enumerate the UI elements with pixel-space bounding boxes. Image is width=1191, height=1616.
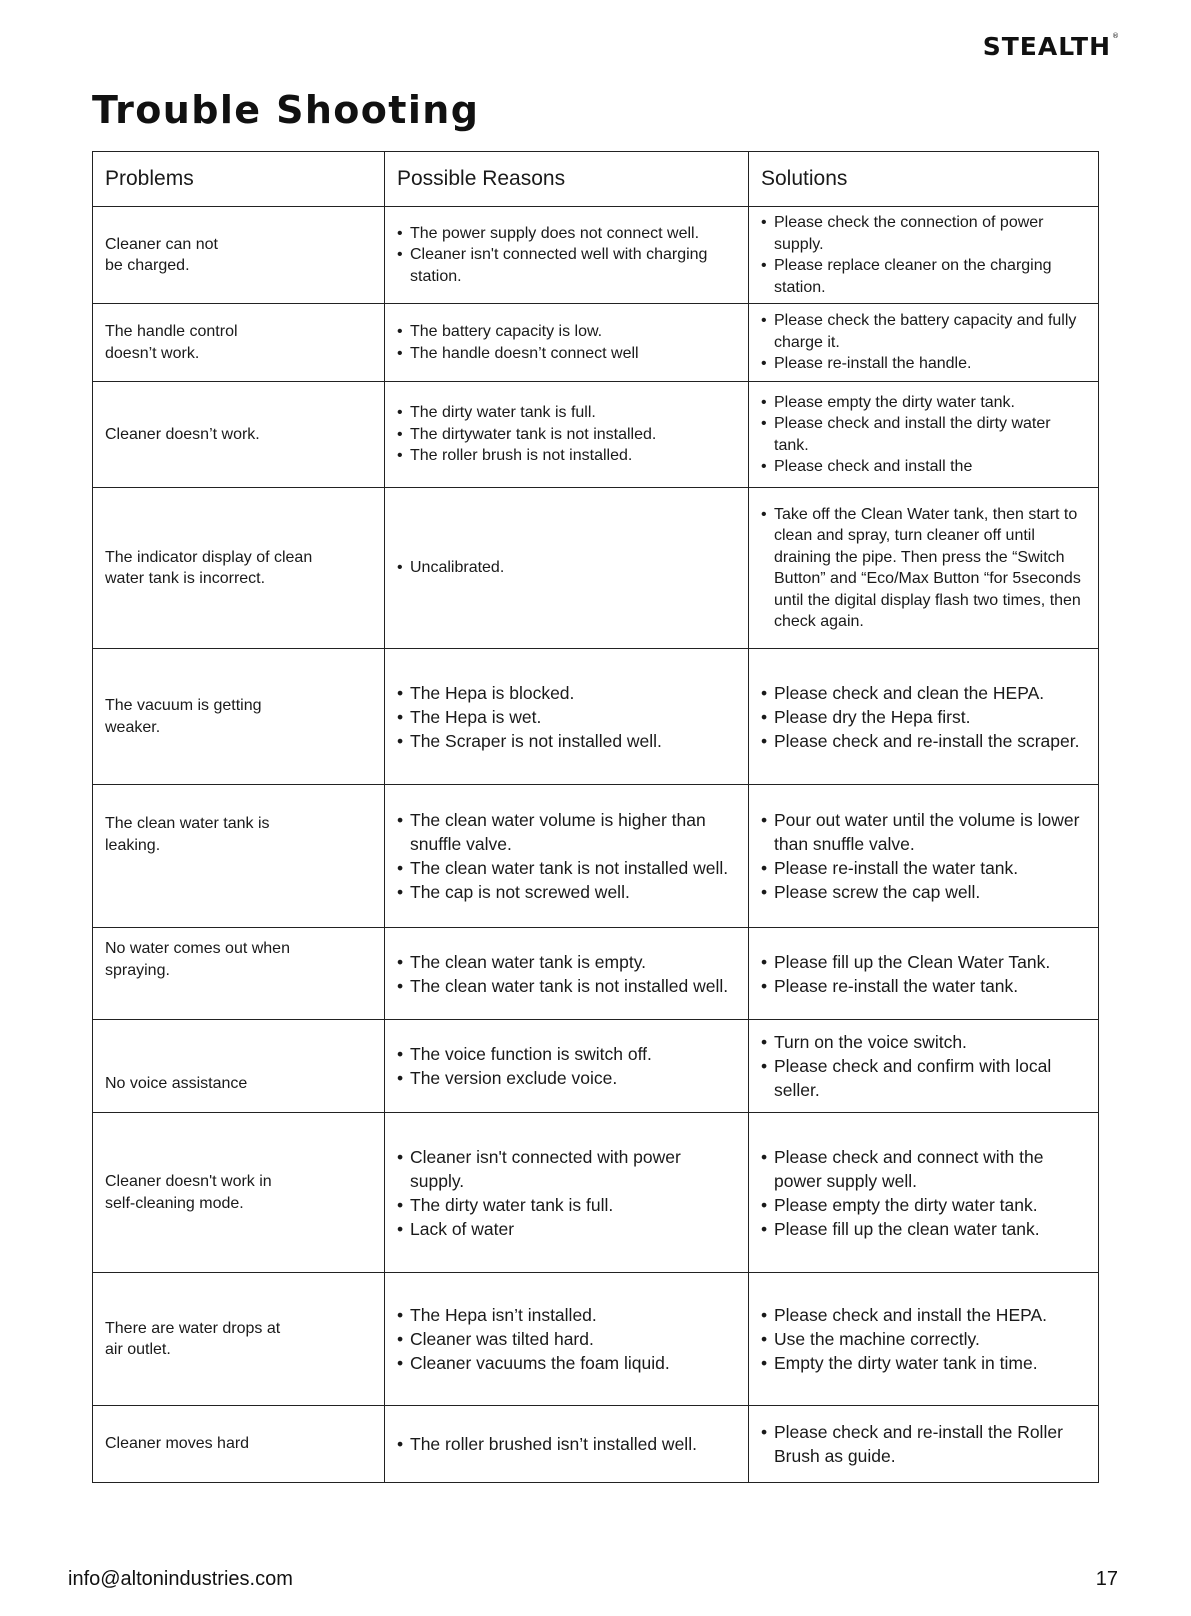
solution-item: • Empty the dirty water tank in time.: [761, 1351, 1088, 1375]
reasons-cell: [385, 928, 749, 1020]
reason-item: • The dirtywater tank is not installed.: [397, 424, 738, 446]
solution-item: • Please check and clean the HEPA.: [761, 681, 1088, 705]
solution-item: • Please check the connection of power supply.: [761, 212, 1088, 255]
table-row: [93, 488, 1099, 649]
solutions-cell: [749, 304, 1099, 382]
reasons-cell: [385, 1113, 749, 1273]
solution-item: • Please dry the Hepa first.: [761, 705, 1088, 729]
solution-item: • Please check and install the: [761, 456, 1088, 478]
reason-item: • The clean water tank is not installed well.: [397, 974, 738, 998]
reason-item: • The clean water tank is not installed well.: [397, 856, 738, 880]
reason-item: • The cap is not screwed well.: [397, 880, 738, 904]
reason-item: • The roller brushed isn’t installed well.: [397, 1432, 738, 1456]
reason-item: • The battery capacity is low.: [397, 321, 738, 343]
solution-item: • Please check the battery capacity and fully charge it.: [761, 310, 1088, 353]
table-row: [93, 304, 1099, 382]
table-row: [93, 928, 1099, 1020]
reasons-cell: [385, 1273, 749, 1406]
reason-item: • Cleaner isn't connected well with charging station.: [397, 244, 738, 287]
problem-cell: [93, 785, 385, 928]
solution-item: • Turn on the voice switch.: [761, 1030, 1088, 1054]
table-row: [93, 207, 1099, 304]
solution-item: • Please screw the cap well.: [761, 880, 1088, 904]
problem-text: No voice assistance: [105, 1074, 248, 1092]
table-row: [93, 1273, 1099, 1406]
table-header-row: [93, 152, 1099, 207]
solution-item: • Use the machine correctly.: [761, 1327, 1088, 1351]
solutions-cell: [749, 207, 1099, 304]
problem-cell: [93, 1020, 385, 1113]
reasons-cell: [385, 207, 749, 304]
reason-item: • Uncalibrated.: [397, 557, 738, 579]
problem-text: The clean water tank is leaking.: [105, 815, 270, 854]
table-row: [93, 1406, 1099, 1483]
reason-item: • The voice function is switch off.: [397, 1042, 738, 1066]
reason-item: • The clean water volume is higher than snuffle valve.: [397, 808, 738, 856]
reason-item: • Cleaner was tilted hard.: [397, 1327, 738, 1351]
solution-item: • Please check and connect with the power supply well.: [761, 1145, 1088, 1193]
reasons-cell: [385, 1406, 749, 1483]
solutions-cell: [749, 488, 1099, 649]
table-row: [93, 785, 1099, 928]
reasons-cell: [385, 304, 749, 382]
solution-item: • Please check and re-install the scraper.: [761, 729, 1088, 753]
reasons-cell: [385, 488, 749, 649]
column-header-reasons: Possible Reasons: [385, 152, 749, 207]
problem-cell: [93, 207, 385, 304]
solution-item: • Pour out water until the volume is lower than snuffle valve.: [761, 808, 1088, 856]
column-header-solutions: Solutions: [749, 152, 1099, 207]
column-header-problems: Problems: [93, 152, 385, 207]
solution-item: • Please empty the dirty water tank.: [761, 392, 1088, 414]
problem-text: Cleaner moves hard: [105, 1435, 250, 1453]
page-number: 17: [1095, 1568, 1118, 1590]
table-row: [93, 649, 1099, 785]
reason-item: • The Hepa is wet.: [397, 705, 738, 729]
solution-item: • Take off the Clean Water tank, then start to clean and spray, turn cleaner off until draining the pipe. Then press the “Switch Button” and “Eco/Max Button “for 5seconds until the digital display flash two times, then check again.: [761, 504, 1088, 633]
reason-item: • The power supply does not connect well.: [397, 223, 738, 245]
brand-logo: [970, 32, 1120, 61]
solution-item: • Please check and confirm with local seller.: [761, 1054, 1088, 1102]
problem-text: Cleaner doesn't work in self-cleaning mode.: [105, 1173, 272, 1212]
solution-item: • Please fill up the clean water tank.: [761, 1217, 1088, 1241]
reason-item: • Lack of water: [397, 1217, 738, 1241]
reason-item: • The dirty water tank is full.: [397, 402, 738, 424]
reasons-cell: [385, 785, 749, 928]
solution-item: • Please replace cleaner on the charging station.: [761, 255, 1088, 298]
problem-cell: [93, 649, 385, 785]
registered-mark: ®: [1112, 32, 1120, 40]
problem-text: There are water drops at air outlet.: [105, 1319, 281, 1358]
solution-item: • Please check and install the dirty water tank.: [761, 413, 1088, 456]
reason-item: • The Hepa isn’t installed.: [397, 1303, 738, 1327]
problem-text: The indicator display of clean water tank is incorrect.: [105, 548, 313, 587]
problem-text: The handle control doesn’t work.: [105, 323, 238, 362]
problem-cell: [93, 1406, 385, 1483]
reason-item: • Cleaner vacuums the foam liquid.: [397, 1351, 738, 1375]
reasons-cell: [385, 649, 749, 785]
reason-item: • The version exclude voice.: [397, 1066, 738, 1090]
solution-item: • Please re-install the handle.: [761, 353, 1088, 375]
solution-item: • Please re-install the water tank.: [761, 856, 1088, 880]
page-title: Trouble Shooting: [92, 88, 480, 132]
solutions-cell: [749, 1406, 1099, 1483]
problem-text: No water comes out when spraying.: [105, 940, 290, 979]
reason-item: • Cleaner isn't connected with power supply.: [397, 1145, 738, 1193]
solution-item: • Please empty the dirty water tank.: [761, 1193, 1088, 1217]
solutions-cell: [749, 1273, 1099, 1406]
solution-item: • Please check and install the HEPA.: [761, 1303, 1088, 1327]
solutions-cell: [749, 1020, 1099, 1113]
reasons-cell: [385, 1020, 749, 1113]
solutions-cell: [749, 1113, 1099, 1273]
table-row: [93, 1020, 1099, 1113]
table-row: [93, 382, 1099, 488]
problem-text: Cleaner doesn’t work.: [105, 425, 260, 443]
reason-item: • The Scraper is not installed well.: [397, 729, 738, 753]
reason-item: • The handle doesn’t connect well: [397, 343, 738, 365]
solutions-cell: [749, 649, 1099, 785]
solution-item: • Please check and re-install the Roller Brush as guide.: [761, 1420, 1088, 1468]
reason-item: • The roller brush is not installed.: [397, 445, 738, 467]
reason-item: • The dirty water tank is full.: [397, 1193, 738, 1217]
problem-cell: [93, 1273, 385, 1406]
solutions-cell: [749, 928, 1099, 1020]
troubleshooting-table: [92, 151, 1099, 1483]
problem-text: The vacuum is getting weaker.: [105, 697, 262, 736]
reasons-cell: [385, 382, 749, 488]
solution-item: • Please fill up the Clean Water Tank.: [761, 950, 1088, 974]
solutions-cell: [749, 785, 1099, 928]
problem-cell: [93, 304, 385, 382]
problem-text: Cleaner can not be charged.: [105, 235, 218, 274]
reason-item: • The Hepa is blocked.: [397, 681, 738, 705]
table-row: [93, 1113, 1099, 1273]
problem-cell: [93, 382, 385, 488]
problem-cell: [93, 1113, 385, 1273]
solutions-cell: [749, 382, 1099, 488]
solution-item: • Please re-install the water tank.: [761, 974, 1088, 998]
reason-item: • The clean water tank is empty.: [397, 950, 738, 974]
problem-cell: [93, 488, 385, 649]
footer-email: info@altonindustries.com: [68, 1568, 293, 1590]
brand-name: STEALTH: [982, 32, 1111, 61]
problem-cell: [93, 928, 385, 1020]
